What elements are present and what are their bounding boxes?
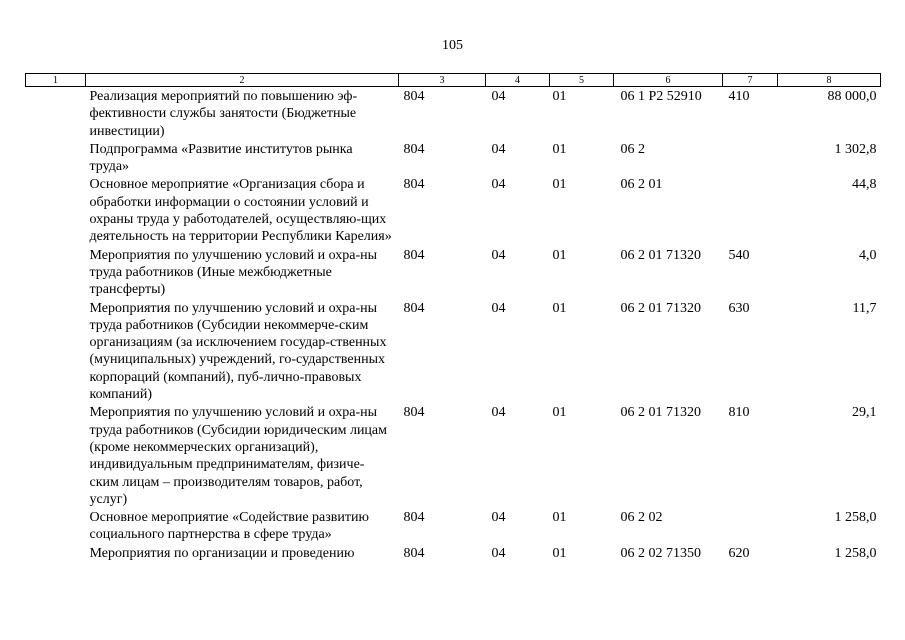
cell-section: 04 [491,300,506,316]
column-header: 4 [486,74,550,87]
cell-name: Основное мероприятие «Организация сбора и обработки информации о состоянии условий и охраны труда у работодателей, осуществляю-щих деятельность на территории Республики Карелия» [89,177,392,245]
cell-ministry-code: 804 [403,177,425,193]
cell-amount: 1 258,0 [834,510,877,526]
cell-subsection: 01 [552,247,567,263]
page-number: 105 [442,38,463,53]
cell-ministry-code: 804 [403,247,425,263]
column-header: 7 [723,74,778,87]
table-row [26,87,881,140]
cell-ministry-code: 804 [403,405,425,421]
cell-name: Реализация мероприятий по повышению эф-фективности службы занятости (Бюджетные инвестиции) [89,89,358,139]
cell-expense-type: 810 [728,405,750,421]
cell-name: Мероприятия по организации и проведению [89,545,355,561]
table-row [26,140,881,176]
cell-ministry-code: 804 [403,89,425,104]
cell-target-article: 06 2 01 [620,177,663,193]
cell-amount: 1 302,8 [834,141,877,157]
cell-subsection: 01 [552,405,567,421]
table-row [26,544,881,562]
table-row [26,403,881,508]
cell-target-article: 06 2 01 71320 [620,405,701,421]
cell-section: 04 [491,545,506,561]
cell-expense-type: 410 [728,89,750,104]
cell-target-article: 06 2 [620,141,645,157]
cell-number [26,246,86,299]
table-row [26,508,881,544]
cell-ministry-code: 804 [403,545,425,561]
cell-amount: 11,7 [852,300,877,316]
cell-name: Мероприятия по улучшению условий и охра-ны труда работников (Субсидии юридическим лицам (кроме некоммерческих организаций), индивидуальным предпринимателям, физиче-ским лицам – производителям товаров, работ, услуг) [89,405,387,507]
cell-section: 04 [491,89,506,104]
column-header: 8 [778,74,881,87]
table-row [26,246,881,299]
budget-table [25,73,881,562]
cell-target-article: 06 1 P2 52910 [620,89,702,104]
cell-subsection: 01 [552,141,567,157]
cell-name: Подпрограмма «Развитие институтов рынка труда» [89,141,353,175]
cell-number [26,175,86,245]
cell-subsection: 01 [552,545,567,561]
cell-section: 04 [491,177,506,193]
cell-number [26,87,86,140]
cell-expense-type [723,140,778,176]
table-header-row [26,74,881,87]
cell-number [26,299,86,404]
cell-expense-type: 620 [728,545,750,561]
cell-ministry-code: 804 [403,141,425,157]
cell-section: 04 [491,247,506,263]
cell-amount: 4,0 [859,247,877,263]
cell-name: Мероприятия по улучшению условий и охра-ны труда работников (Иные межбюджетные трансферты) [89,247,378,298]
table-row [26,175,881,245]
cell-name: Мероприятия по улучшению условий и охра-ны труда работников (Субсидии некоммерче-ским организациям (за исключением государ-ственных (муниципальных) учреждений, го-сударственных корпораций (компаний), пуб-лично-правовых компаний) [89,300,387,403]
column-header: 6 [614,74,723,87]
cell-amount: 1 258,0 [834,545,877,561]
cell-expense-type [723,508,778,544]
cell-section: 04 [491,510,506,526]
cell-number [26,508,86,544]
cell-expense-type: 630 [728,300,750,316]
cell-number [26,140,86,176]
cell-number [26,544,86,562]
cell-subsection: 01 [552,300,567,316]
cell-subsection: 01 [552,510,567,526]
cell-subsection: 01 [552,177,567,193]
cell-section: 04 [491,141,506,157]
cell-ministry-code: 804 [403,510,425,526]
cell-amount: 44,8 [852,177,877,193]
cell-section: 04 [491,405,506,421]
column-header: 5 [550,74,614,87]
column-header: 1 [26,74,86,87]
column-header: 2 [86,74,399,87]
cell-number [26,403,86,508]
cell-target-article: 06 2 02 [620,510,663,526]
cell-expense-type: 540 [728,247,750,263]
column-header: 3 [399,74,486,87]
cell-expense-type [723,175,778,245]
cell-amount: 29,1 [852,405,877,421]
cell-subsection: 01 [552,89,567,104]
cell-name: Основное мероприятие «Содействие развитию социального партнерства в сфере труда» [89,510,369,543]
table-row [26,299,881,404]
cell-target-article: 06 2 01 71320 [620,300,701,316]
cell-target-article: 06 2 01 71320 [620,247,701,263]
cell-amount: 88 000,0 [827,89,877,104]
cell-target-article: 06 2 02 71350 [620,545,701,561]
cell-ministry-code: 804 [403,300,425,316]
